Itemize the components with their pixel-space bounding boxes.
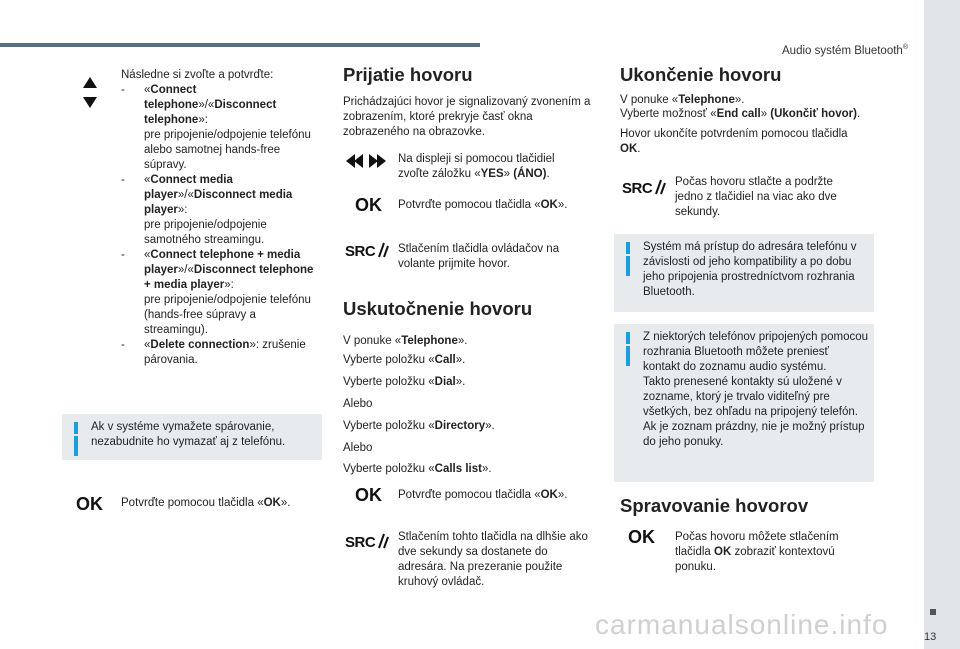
left-right-arrows-icon [346, 153, 386, 169]
up-down-arrows-icon [82, 75, 98, 111]
ok-button-icon: OK [76, 494, 103, 514]
ok-button-icon: OK [628, 527, 655, 547]
end-step: Vyberte možnosť «End call» (Ukončiť hovor). [620, 108, 861, 120]
make-step: Vyberte položku «Call». [343, 354, 466, 366]
make-step: Vyberte položku «Directory». [343, 420, 495, 432]
info-note: Systém má prístup do adresára telefónu v závislosti od jeho kompatibility a po dobu jeho pripojenia prostredníctvom rozhrania Bluetooth. [614, 234, 874, 312]
heading-end-call: Ukončenie hovoru [620, 64, 782, 85]
make-step: Vyberte položku «Calls list». [343, 463, 492, 475]
make-src-text: Stlačením tohto tlačidla na dlhšie ako dve sekundy sa dostanete do adresára. Na prezeranie použite kruhový ovládač. [398, 531, 588, 588]
arrows-text: Na displeji si pomocou tlačidiel zvoľte záložku «YES» (ÁNO). [398, 153, 555, 180]
make-step: Vyberte položku «Dial». [343, 376, 466, 388]
end-ok-text: Hovor ukončíte potvrdením pomocou tlačidla OK. [620, 128, 848, 155]
src-steering-icon: SRC [622, 179, 666, 196]
info-icon [626, 242, 630, 254]
make-or: Alebo [343, 442, 373, 454]
col1-ok-text: Potvrďte pomocou tlačidla «OK». [121, 497, 291, 509]
make-ok-text: Potvrďte pomocou tlačidla «OK». [398, 489, 568, 501]
manage-ok-text: Počas hovoru môžete stlačením tlačidla OK zobraziť kontextovú ponuku. [675, 531, 839, 573]
list-item: - «Connect media player»/«Disconnect media player»: pre pripojenie/odpojenie samotného streamingu. [121, 174, 293, 246]
heading-make-call: Uskutočnenie hovoru [343, 298, 533, 319]
receive-text: Prichádzajúci hovor je signalizovaný zvonením a zobrazením, ktoré prekryje časť okna zobrazeného na obrazovke. [343, 96, 591, 138]
list-item: - «Connect telephone + media player»/«Disconnect telephone + media player»: pre pripojenie/odpojenie telefónu (hands-free súpravy a streamingu). [121, 249, 314, 336]
end-step: V ponuke «Telephone». [620, 94, 745, 106]
info-icon [626, 332, 630, 344]
make-or: Alebo [343, 398, 373, 410]
list-item: - «Connect telephone»/«Disconnect telephone»: pre pripojenie/odpojenie telefónu alebo samotnej hands-free súpravy. [121, 84, 311, 171]
receive-ok-text: Potvrďte pomocou tlačidla «OK». [398, 199, 568, 211]
info-icon [74, 422, 78, 434]
top-rule [0, 43, 480, 47]
side-strip [924, 0, 960, 649]
list-item: - «Delete connection»: zrušenie párovania. [121, 339, 306, 366]
src-steering-icon: SRC [345, 242, 389, 259]
watermark: carmanualsonline.info [595, 609, 889, 640]
info-note: Z niektorých telefónov pripojených pomocou rozhrania Bluetooth môžete preniesť kontakt do zoznamu audio systému. Takto prenesené kontakty sú uložené v zozname, ktorý je trvalo viditeľný pre všetkých, bez ohľadu na pripojený telefón. Ak je zoznam prázdny, nie je možný prístup do jeho ponuky. [614, 324, 874, 482]
ok-button-icon: OK [355, 485, 382, 505]
page-header: Audio systém Bluetooth® [782, 44, 908, 57]
info-note: Ak v systéme vymažete spárovanie, nezabudnite ho vymazať aj z telefónu. [62, 414, 322, 460]
src-steering-icon: SRC [345, 533, 389, 550]
make-step: V ponuke «Telephone». [343, 335, 468, 347]
page-number: 13 [924, 631, 937, 643]
col1-intro: Následne si zvoľte a potvrďte: - «Connect telephone»/«Disconnect telephone»: pre pripojenie/odpojenie telefónu alebo samotnej hands-free súpravy. - «Connect media player»/«Disconnect media player»: pre pripojenie/odpojenie samotného streamingu. - «Connect telephone + media player»/«Disconnect telephone + media player»: pre pripojenie/odpojenie telefónu (hands-free súpravy a streamingu). - «Delete connection»: zrušenie párovania. [121, 68, 321, 368]
page-marker [930, 609, 936, 615]
end-src-text: Počas hovoru stlačte a podržte jedno z tlačidiel na viac ako dve sekundy. [675, 176, 837, 218]
ok-button-icon: OK [355, 195, 382, 215]
heading-receive-call: Prijatie hovoru [343, 64, 473, 85]
receive-src-text: Stlačením tlačidla ovládačov na volante prijmite hovor. [398, 243, 560, 270]
heading-manage-calls: Spravovanie hovorov [620, 495, 809, 516]
